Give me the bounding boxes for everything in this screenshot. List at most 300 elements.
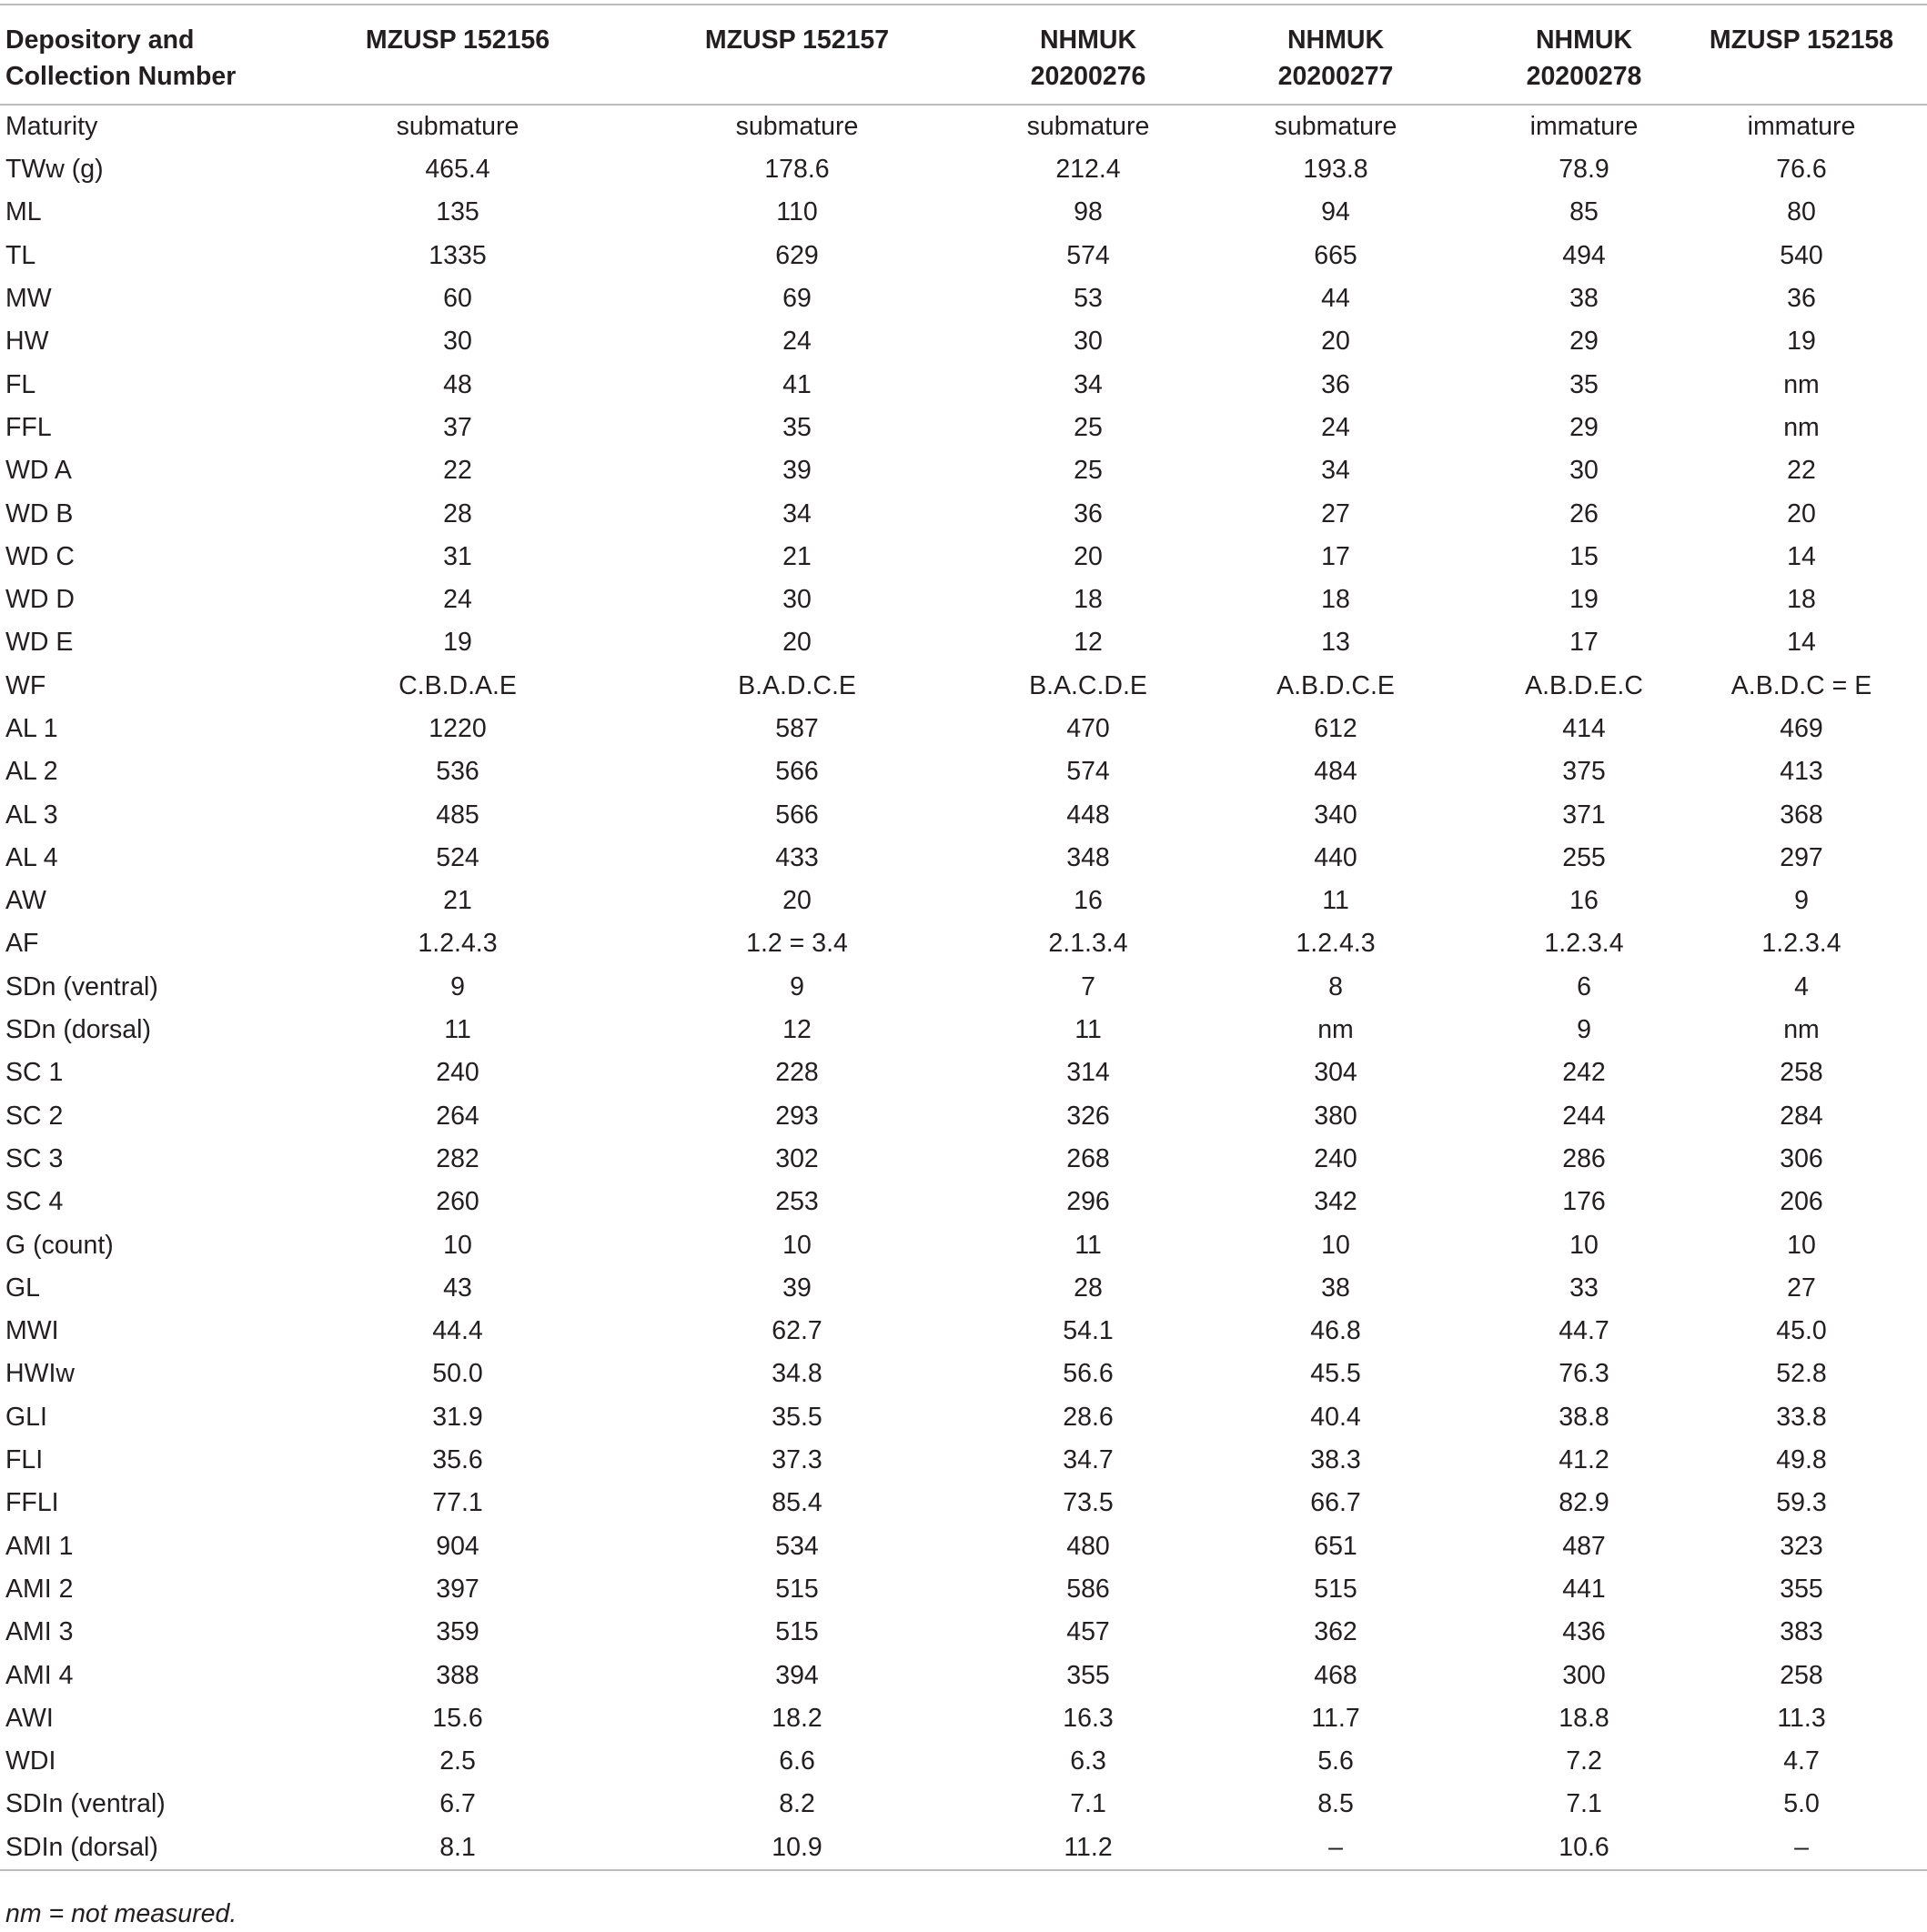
table-cell: 37.3 xyxy=(772,1445,822,1475)
table-cell: 24 xyxy=(782,327,812,357)
table-cell: 10 xyxy=(1321,1230,1350,1260)
table-row xyxy=(0,320,1927,363)
table-row xyxy=(0,1439,1927,1482)
table-cell: 85.4 xyxy=(772,1488,822,1518)
table-row xyxy=(0,1783,1927,1826)
column-header xyxy=(1179,5,1492,105)
table-cell: 19 xyxy=(1787,327,1816,357)
table-row xyxy=(0,277,1927,320)
table-cell: 515 xyxy=(775,1574,819,1604)
table-cell: 30 xyxy=(443,327,472,357)
table-cell: 10.6 xyxy=(1492,1826,1676,1870)
table-cell: 10 xyxy=(1569,1230,1599,1260)
table-cell: 82.9 xyxy=(1559,1488,1609,1518)
column-header xyxy=(1676,5,1927,105)
table-cell: nm xyxy=(1783,369,1820,399)
table-cell: 394 xyxy=(775,1660,819,1690)
table-cell: B.A.D.C.E xyxy=(738,670,856,700)
table-cell: 14 xyxy=(1787,628,1816,658)
table-row xyxy=(0,1353,1927,1395)
table-row xyxy=(0,1052,1927,1094)
table-cell: 35 xyxy=(782,412,812,442)
row-label: FLI xyxy=(5,1445,44,1475)
table-row xyxy=(0,1826,1927,1870)
table-body xyxy=(0,105,1927,1870)
table-row xyxy=(0,1267,1927,1310)
table-cell: 242 xyxy=(1562,1058,1606,1088)
table-cell: C.B.D.A.E xyxy=(399,670,517,700)
table-cell: 8.2 xyxy=(779,1789,815,1819)
table-cell: 29 xyxy=(1569,327,1599,357)
table-cell: 284 xyxy=(1780,1101,1823,1131)
table-cell: 7 xyxy=(1081,971,1095,1001)
table-cell: immature xyxy=(1529,112,1639,141)
table-cell: 62.7 xyxy=(772,1316,822,1346)
table-cell: 59.3 xyxy=(1776,1488,1827,1518)
row-label: SDIn (ventral) xyxy=(5,1789,166,1819)
table-cell: 441 xyxy=(1562,1574,1606,1604)
column-header-line1: MZUSP 152158 xyxy=(1709,25,1894,55)
table-row xyxy=(0,1568,1927,1611)
table-cell: 413 xyxy=(1780,757,1823,787)
table-cell: 468 xyxy=(1314,1660,1357,1690)
column-header-line1: MZUSP 152157 xyxy=(704,25,890,55)
table-cell: submature xyxy=(396,112,520,141)
table-cell: 94 xyxy=(1321,197,1350,227)
table-cell: 414 xyxy=(1562,714,1606,743)
row-label: TWw (g) xyxy=(5,155,104,185)
table-cell: 612 xyxy=(1314,714,1357,743)
table-row xyxy=(0,492,1927,535)
table-cell: 69 xyxy=(782,284,812,314)
row-label: TL xyxy=(5,240,36,270)
table-cell: 240 xyxy=(1314,1143,1357,1173)
table-cell: 383 xyxy=(1780,1617,1823,1647)
table-cell: 264 xyxy=(436,1101,479,1131)
table-row xyxy=(0,1310,1927,1353)
table-cell: 371 xyxy=(1562,800,1606,830)
table-cell: 7.1 xyxy=(1566,1789,1602,1819)
table-cell: 39 xyxy=(782,1273,812,1303)
table-cell: 135 xyxy=(436,197,479,227)
table-cell: 30 xyxy=(1074,327,1103,357)
table-cell: 10 xyxy=(443,1230,472,1260)
table-cell: 15 xyxy=(1569,541,1599,571)
table-cell: 651 xyxy=(1314,1531,1357,1561)
row-label: FL xyxy=(5,369,36,399)
table-cell: 25 xyxy=(1074,456,1103,486)
table-cell: 1.2 = 3.4 xyxy=(746,929,848,959)
row-label: WD E xyxy=(5,628,74,658)
table-cell: 355 xyxy=(1066,1660,1110,1690)
row-label: MWI xyxy=(5,1316,59,1346)
table-cell: 306 xyxy=(1780,1143,1823,1173)
table-row xyxy=(0,1396,1927,1439)
row-label: AL 4 xyxy=(5,842,58,872)
table-footnote: nm = not measured. xyxy=(5,1899,237,1928)
row-label: AF xyxy=(5,929,39,959)
table-cell: 8.1 xyxy=(318,1826,597,1870)
table-cell: 44 xyxy=(1321,284,1350,314)
table-cell: 36 xyxy=(1321,369,1350,399)
table-cell: 45.0 xyxy=(1776,1316,1827,1346)
table-cell: 255 xyxy=(1562,842,1606,872)
table-cell: 50.0 xyxy=(432,1359,483,1389)
table-cell: 36 xyxy=(1074,498,1103,528)
table-cell: A.B.D.E.C xyxy=(1525,670,1643,700)
table-cell: 282 xyxy=(436,1143,479,1173)
table-row xyxy=(0,1181,1927,1223)
table-cell: 6.3 xyxy=(1070,1746,1106,1776)
table-cell: 11 xyxy=(1074,1015,1102,1045)
column-header-line1: NHMUK xyxy=(1535,25,1633,55)
table-cell: 566 xyxy=(775,757,819,787)
header-label-line2: Collection Number xyxy=(5,62,237,91)
table-cell: 5.6 xyxy=(1317,1746,1354,1776)
row-label: ML xyxy=(5,197,42,227)
table-cell: 629 xyxy=(775,240,819,270)
table-cell: 33 xyxy=(1569,1273,1599,1303)
table-cell: 574 xyxy=(1066,757,1110,787)
measurements-table xyxy=(0,4,1927,1871)
table-cell: 11 xyxy=(444,1015,471,1045)
table-cell: 440 xyxy=(1314,842,1357,872)
table-cell: 18 xyxy=(1787,585,1816,615)
table-row xyxy=(0,880,1927,922)
table-row xyxy=(0,708,1927,750)
table-cell: 348 xyxy=(1066,842,1110,872)
table-cell: 12 xyxy=(1074,628,1103,658)
table-cell: B.A.C.D.E xyxy=(1029,670,1147,700)
table-cell: 35 xyxy=(1569,369,1599,399)
table-cell: 314 xyxy=(1066,1058,1110,1088)
table-cell: 340 xyxy=(1314,800,1357,830)
row-label: SDn (dorsal) xyxy=(5,1015,151,1045)
table-cell: 359 xyxy=(436,1617,479,1647)
column-header-line1: NHMUK xyxy=(1286,25,1385,55)
table-row xyxy=(0,148,1927,191)
row-label: SDn (ventral) xyxy=(5,971,158,1001)
table-cell: 54.1 xyxy=(1063,1316,1114,1346)
row-label: AWI xyxy=(5,1703,54,1733)
table-cell: 33.8 xyxy=(1776,1402,1827,1432)
row-label: HW xyxy=(5,327,49,357)
table-cell: 524 xyxy=(436,842,479,872)
table-cell: 1335 xyxy=(429,240,487,270)
table-cell: 16 xyxy=(1074,886,1103,916)
table-cell: 448 xyxy=(1066,800,1110,830)
table-cell: 77.1 xyxy=(432,1488,483,1518)
table-cell: 110 xyxy=(776,197,818,227)
table-cell: 368 xyxy=(1780,800,1823,830)
table-cell: 18 xyxy=(1321,585,1350,615)
table-cell: 304 xyxy=(1314,1058,1357,1088)
table-cell: 540 xyxy=(1780,240,1823,270)
table-cell: 4 xyxy=(1794,971,1809,1001)
table-cell: 302 xyxy=(775,1143,819,1173)
table-cell: nm xyxy=(1317,1015,1354,1045)
table-cell: 15.6 xyxy=(432,1703,483,1733)
table-row xyxy=(0,407,1927,449)
table-header xyxy=(0,5,1927,105)
table-row xyxy=(0,750,1927,793)
table-cell: 1.2.3.4 xyxy=(1761,929,1841,959)
table-cell: 342 xyxy=(1314,1187,1357,1217)
table-cell: 31.9 xyxy=(432,1402,483,1432)
table-row xyxy=(0,536,1927,579)
table-cell: 326 xyxy=(1066,1101,1110,1131)
table-row xyxy=(0,1095,1927,1138)
table-cell: 41 xyxy=(782,369,812,399)
table-cell: 470 xyxy=(1066,714,1110,743)
table-cell: 36 xyxy=(1787,284,1816,314)
table-cell: A.B.D.C.E xyxy=(1276,670,1395,700)
table-cell: 38 xyxy=(1321,1273,1350,1303)
table-cell: 38.3 xyxy=(1310,1445,1361,1475)
row-label: G (count) xyxy=(5,1230,114,1260)
table-cell: 48 xyxy=(443,369,472,399)
table-cell: 300 xyxy=(1562,1660,1606,1690)
table-row xyxy=(0,579,1927,621)
table-cell: 6.6 xyxy=(779,1746,815,1776)
row-label: MW xyxy=(5,284,52,314)
table-cell: 52.8 xyxy=(1776,1359,1827,1389)
table-cell: 17 xyxy=(1321,541,1350,571)
table-cell: 206 xyxy=(1780,1187,1823,1217)
table-cell: 534 xyxy=(775,1531,819,1561)
table-cell: 433 xyxy=(775,842,819,872)
table-cell: 60 xyxy=(443,284,472,314)
table-cell: 258 xyxy=(1780,1660,1823,1690)
table-cell: 566 xyxy=(775,800,819,830)
table-cell: submature xyxy=(735,112,859,141)
table-cell: 297 xyxy=(1780,842,1823,872)
row-label: AMI 2 xyxy=(5,1574,74,1604)
table-cell: 574 xyxy=(1066,240,1110,270)
table-cell: 11.2 xyxy=(997,1826,1179,1870)
table-cell: nm xyxy=(1783,412,1820,442)
table-cell: 240 xyxy=(436,1058,479,1088)
row-label: WD C xyxy=(5,541,75,571)
table-cell: 20 xyxy=(1321,327,1350,357)
table-cell: 24 xyxy=(1321,412,1350,442)
table-cell: 6 xyxy=(1577,971,1591,1001)
table-cell: 9 xyxy=(1577,1015,1591,1045)
table-cell: 10.9 xyxy=(597,1826,997,1870)
table-cell: 457 xyxy=(1066,1617,1110,1647)
table-cell: 34 xyxy=(782,498,812,528)
table-cell: – xyxy=(1179,1826,1492,1870)
table-cell: 176 xyxy=(1562,1187,1606,1217)
table-cell: 178.6 xyxy=(764,155,830,185)
table-row xyxy=(0,837,1927,880)
table-row xyxy=(0,1697,1927,1740)
header-row xyxy=(0,5,1927,105)
table-cell: 28.6 xyxy=(1063,1402,1114,1432)
table-row xyxy=(0,1611,1927,1654)
column-header-line1: MZUSP 152156 xyxy=(365,25,550,55)
table-cell: 10 xyxy=(1787,1230,1816,1260)
table-cell: 21 xyxy=(443,886,472,916)
table-cell: 296 xyxy=(1066,1187,1110,1217)
table-cell: 25 xyxy=(1074,412,1103,442)
table-cell: 13 xyxy=(1321,628,1350,658)
table-cell: 18.8 xyxy=(1559,1703,1609,1733)
row-label: AL 2 xyxy=(5,757,58,787)
table-cell: 53 xyxy=(1074,284,1103,314)
table-cell: 20 xyxy=(782,628,812,658)
table-cell: 18.2 xyxy=(772,1703,822,1733)
table-cell: 56.6 xyxy=(1063,1359,1114,1389)
row-label: AMI 4 xyxy=(5,1660,74,1690)
row-label: SC 3 xyxy=(5,1143,64,1173)
table-cell: 17 xyxy=(1569,628,1599,658)
column-header xyxy=(1492,5,1676,105)
table-row xyxy=(0,621,1927,664)
row-label: SDIn (dorsal) xyxy=(0,1826,318,1870)
table-cell: 380 xyxy=(1314,1101,1357,1131)
table-cell: 11 xyxy=(1322,886,1349,916)
table-row xyxy=(0,363,1927,406)
table-row xyxy=(0,1223,1927,1266)
table-cell: 7.2 xyxy=(1566,1746,1602,1776)
table-cell: 28 xyxy=(1074,1273,1103,1303)
table-cell: 480 xyxy=(1066,1531,1110,1561)
table-row xyxy=(0,922,1927,965)
table-cell: 2.1.3.4 xyxy=(1048,929,1128,959)
table-cell: 76.3 xyxy=(1559,1359,1609,1389)
table-cell: 9 xyxy=(450,971,465,1001)
table-cell: 44.7 xyxy=(1559,1316,1609,1346)
table-cell: 19 xyxy=(443,628,472,658)
table-row xyxy=(0,191,1927,234)
table-cell: 16.3 xyxy=(1063,1703,1114,1733)
table-cell: 49.8 xyxy=(1776,1445,1827,1475)
table-cell: 34 xyxy=(1074,369,1103,399)
table-cell: 73.5 xyxy=(1063,1488,1114,1518)
table-cell: 665 xyxy=(1314,240,1357,270)
header-label-cell xyxy=(0,5,318,105)
table-cell: 8 xyxy=(1328,971,1343,1001)
table-cell: 37 xyxy=(443,412,472,442)
table-cell: 355 xyxy=(1780,1574,1823,1604)
table-cell: 44.4 xyxy=(432,1316,483,1346)
table-cell: 22 xyxy=(1787,456,1816,486)
table-cell: A.B.D.C = E xyxy=(1730,670,1872,700)
table-cell: 98 xyxy=(1074,197,1103,227)
row-label: WD B xyxy=(5,498,74,528)
column-header xyxy=(318,5,597,105)
table-row xyxy=(0,1009,1927,1052)
table-cell: 19 xyxy=(1569,585,1599,615)
table-row xyxy=(0,665,1927,708)
table-row xyxy=(0,449,1927,492)
table-cell: 5.0 xyxy=(1783,1789,1820,1819)
table-cell: 80 xyxy=(1787,197,1816,227)
table-cell: 323 xyxy=(1780,1531,1823,1561)
table-cell: 494 xyxy=(1562,240,1606,270)
row-label: AL 3 xyxy=(5,800,58,830)
table-cell: 85 xyxy=(1569,197,1599,227)
table-cell: 34.7 xyxy=(1063,1445,1114,1475)
column-header-line2: 20200278 xyxy=(1526,62,1642,91)
table-cell: 8.5 xyxy=(1317,1789,1354,1819)
table-cell: 397 xyxy=(436,1574,479,1604)
table-cell: 1.2.4.3 xyxy=(418,929,498,959)
row-label: GL xyxy=(5,1273,41,1303)
row-label: Maturity xyxy=(5,112,98,141)
row-label: FFL xyxy=(5,412,52,442)
table-cell: 244 xyxy=(1562,1101,1606,1131)
table-cell: 1.2.4.3 xyxy=(1296,929,1376,959)
table-cell: 268 xyxy=(1066,1143,1110,1173)
table-cell: 22 xyxy=(443,456,472,486)
table-cell: 1.2.3.4 xyxy=(1544,929,1624,959)
row-label: WD A xyxy=(5,456,72,486)
table-cell: 38 xyxy=(1569,284,1599,314)
row-label: SC 2 xyxy=(5,1101,64,1131)
table-cell: 4.7 xyxy=(1783,1746,1820,1776)
row-label: AL 1 xyxy=(5,714,58,743)
row-label: AMI 3 xyxy=(5,1617,74,1647)
row-label: GLI xyxy=(5,1402,47,1432)
table-cell: 286 xyxy=(1562,1143,1606,1173)
table-cell: 9 xyxy=(1794,886,1809,916)
table-cell: 193.8 xyxy=(1303,155,1368,185)
row-label: WF xyxy=(5,670,46,700)
table-cell: 18 xyxy=(1074,585,1103,615)
row-label: WD D xyxy=(5,585,75,615)
table-cell: 20 xyxy=(1074,541,1103,571)
table-cell: 469 xyxy=(1780,714,1823,743)
table-cell: 76.6 xyxy=(1776,155,1827,185)
table-cell: 362 xyxy=(1314,1617,1357,1647)
table-cell: 35.5 xyxy=(772,1402,822,1432)
table-cell: 258 xyxy=(1780,1058,1823,1088)
table-cell: 14 xyxy=(1787,541,1816,571)
table-cell: 20 xyxy=(1787,498,1816,528)
table-cell: 388 xyxy=(436,1660,479,1690)
table-row xyxy=(0,235,1927,277)
column-header xyxy=(597,5,997,105)
table-cell: – xyxy=(1676,1826,1927,1870)
table-row xyxy=(0,793,1927,836)
table-cell: 587 xyxy=(775,714,819,743)
table-cell: 484 xyxy=(1314,757,1357,787)
table-cell: 2.5 xyxy=(439,1746,476,1776)
table-cell: 9 xyxy=(790,971,804,1001)
table-row xyxy=(0,1740,1927,1783)
table-cell: 20 xyxy=(782,886,812,916)
table-cell: 66.7 xyxy=(1310,1488,1361,1518)
table-cell: 293 xyxy=(775,1101,819,1131)
table-cell: 28 xyxy=(443,498,472,528)
table-cell: 11.3 xyxy=(1777,1703,1826,1733)
header-label-line1: Depository and xyxy=(5,25,195,55)
table-cell: 35.6 xyxy=(432,1445,483,1475)
table-cell: 515 xyxy=(1314,1574,1357,1604)
table-cell: 6.7 xyxy=(439,1789,476,1819)
table-row xyxy=(0,1654,1927,1696)
column-header-line2: 20200276 xyxy=(1030,62,1146,91)
table-cell: 34 xyxy=(1321,456,1350,486)
table-cell: 487 xyxy=(1562,1531,1606,1561)
table-cell: 1220 xyxy=(429,714,487,743)
table-cell: 228 xyxy=(775,1058,819,1088)
table-cell: 31 xyxy=(443,541,472,571)
table-cell: nm xyxy=(1783,1015,1820,1045)
row-label: FFLI xyxy=(5,1488,59,1518)
